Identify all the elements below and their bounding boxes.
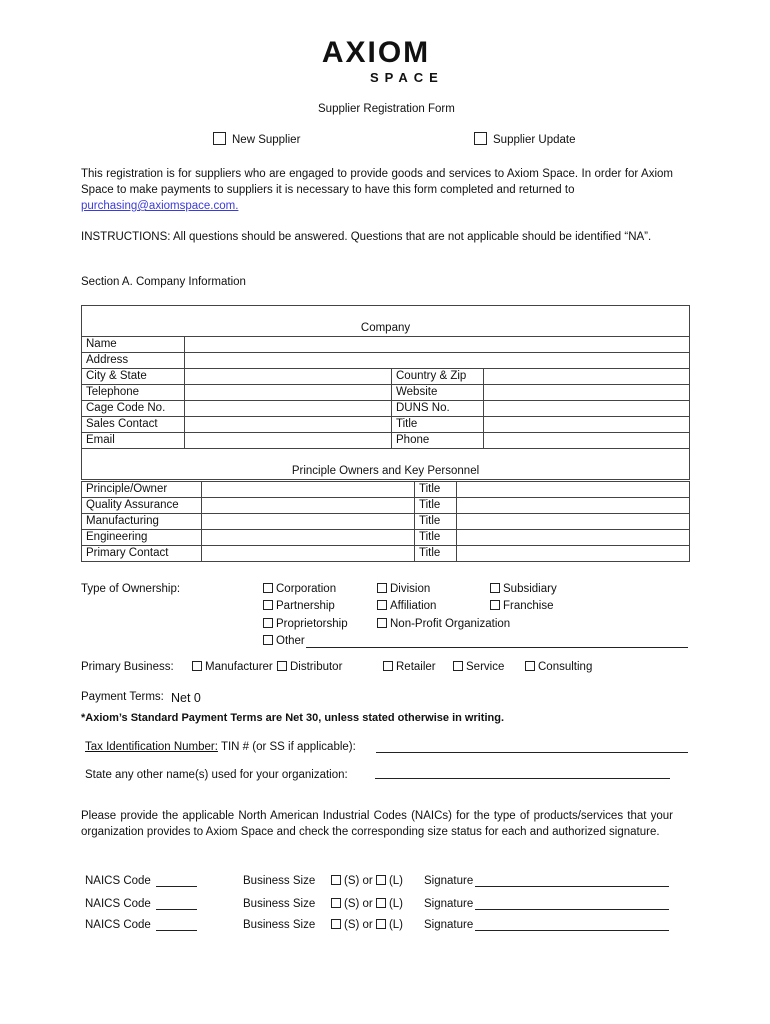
primary-business-label: Primary Business: [81, 661, 174, 673]
checkbox[interactable] [263, 618, 273, 628]
phone-label: Phone [392, 433, 484, 449]
personnel-role: Quality Assurance [82, 498, 202, 514]
personnel-title-label: Title [415, 514, 457, 530]
personnel-row [82, 482, 690, 498]
sales-contact-field[interactable] [185, 417, 392, 433]
corporation-option[interactable]: Corporation [263, 583, 336, 595]
logo-sub: SPACE [370, 70, 444, 85]
company-header: Company [82, 306, 690, 337]
personnel-row [82, 498, 690, 514]
payment-terms-value[interactable]: Net 0 [171, 691, 201, 705]
other-names-line[interactable] [375, 778, 670, 779]
checkbox[interactable] [453, 661, 463, 671]
checkbox[interactable] [331, 875, 341, 885]
country-zip-field[interactable] [484, 369, 690, 385]
ownership-label: Type of Ownership: [81, 583, 181, 595]
personnel-name-field[interactable] [202, 498, 415, 514]
checkbox[interactable] [192, 661, 202, 671]
size-options[interactable]: (S) or (L) [331, 919, 403, 931]
personnel-row [82, 546, 690, 562]
personnel-header: Principle Owners and Key Personnel [82, 449, 690, 480]
phone-field[interactable] [484, 433, 690, 449]
manufacturer-option[interactable]: Manufacturer [192, 661, 273, 673]
tax-id-label: Tax Identification Number: TIN # (or SS if applicable): [85, 741, 356, 753]
size-options[interactable]: (S) or (L) [331, 875, 403, 887]
personnel-title-field[interactable] [457, 546, 690, 562]
new-supplier-option[interactable] [213, 132, 300, 146]
personnel-role: Manufacturing [82, 514, 202, 530]
website-field[interactable] [484, 385, 690, 401]
proprietorship-option[interactable]: Proprietorship [263, 618, 348, 630]
supplier-update-label: Supplier Update [493, 134, 576, 146]
personnel-name-field[interactable] [202, 514, 415, 530]
business-size-label: Business Size [243, 919, 316, 931]
naics-code-label: NAICS Code [85, 898, 151, 910]
form-title: Supplier Registration Form [318, 103, 455, 115]
personnel-name-field[interactable] [202, 546, 415, 562]
checkbox[interactable] [263, 635, 273, 645]
website-label: Website [392, 385, 484, 401]
payment-terms-label: Payment Terms: [81, 691, 164, 703]
personnel-role: Engineering [82, 530, 202, 546]
signature-label: Signature [424, 875, 474, 887]
supplier-update-option[interactable] [474, 132, 575, 146]
checkbox[interactable] [377, 600, 387, 610]
affiliation-option[interactable]: Affiliation [377, 600, 436, 612]
personnel-row [82, 514, 690, 530]
checkbox[interactable] [490, 583, 500, 593]
personnel-role: Primary Contact [82, 546, 202, 562]
personnel-row [82, 530, 690, 546]
personnel-title-label: Title [415, 498, 457, 514]
name-label: Name [82, 337, 185, 353]
payment-terms-note: *Axiom’s Standard Payment Terms are Net 30, unless stated otherwise in writing. [81, 712, 505, 724]
consulting-option[interactable]: Consulting [525, 661, 592, 673]
checkbox[interactable] [331, 898, 341, 908]
subsidiary-option[interactable]: Subsidiary [490, 583, 557, 595]
cage-code-label: Cage Code No. [82, 401, 185, 417]
checkbox[interactable] [377, 618, 387, 628]
checkbox[interactable] [376, 898, 386, 908]
signature-label: Signature [424, 919, 474, 931]
distributor-option[interactable]: Distributor [277, 661, 342, 673]
sales-contact-label: Sales Contact [82, 417, 185, 433]
email-label: Email [82, 433, 185, 449]
size-options[interactable]: (S) or (L) [331, 898, 403, 910]
personnel-title-field[interactable] [457, 498, 690, 514]
tax-id-line[interactable] [376, 752, 688, 753]
email-field[interactable] [185, 433, 392, 449]
new-supplier-checkbox[interactable] [213, 132, 226, 145]
instructions: INSTRUCTIONS: All questions should be answered. Questions that are not applicable should be identified “NA”. [81, 231, 652, 243]
other-option[interactable]: Other [263, 635, 305, 647]
telephone-field[interactable] [185, 385, 392, 401]
personnel-table [81, 481, 690, 562]
other-names-label: State any other name(s) used for your organization: [85, 769, 348, 781]
naics-code-label: NAICS Code [85, 875, 151, 887]
division-option[interactable]: Division [377, 583, 430, 595]
checkbox[interactable] [383, 661, 393, 671]
title-label: Title [392, 417, 484, 433]
city-state-field[interactable] [185, 369, 392, 385]
address-field[interactable] [185, 353, 690, 369]
signature-line[interactable] [475, 886, 669, 887]
new-supplier-label: New Supplier [232, 134, 301, 146]
nonprofit-option[interactable]: Non-Profit Organization [377, 618, 510, 630]
service-option[interactable]: Service [453, 661, 504, 673]
checkbox[interactable] [376, 919, 386, 929]
checkbox[interactable] [277, 661, 287, 671]
personnel-title-field[interactable] [457, 530, 690, 546]
personnel-name-field[interactable] [202, 482, 415, 498]
franchise-option[interactable]: Franchise [490, 600, 554, 612]
city-state-label: City & State [82, 369, 185, 385]
personnel-title-label: Title [415, 546, 457, 562]
name-field[interactable] [185, 337, 690, 353]
naics-instructions: Please provide the applicable North American Industrial Codes (NAICs) for the type of products/services that your organization provides to Axiom Space and check the corresponding size status for each and authorized signature. [81, 810, 673, 838]
intro-text: This registration is for suppliers who are engaged to provide goods and services to Axiom Space. In order for Axiom Space to make payments to suppliers it is necessary to have this form completed and returned to [81, 168, 673, 196]
checkbox[interactable] [377, 583, 387, 593]
cage-code-field[interactable] [185, 401, 392, 417]
duns-label: DUNS No. [392, 401, 484, 417]
checkbox[interactable] [490, 600, 500, 610]
axiom-space-logo [298, 36, 454, 88]
other-line[interactable] [306, 647, 688, 648]
signature-label: Signature [424, 898, 474, 910]
checkbox[interactable] [376, 875, 386, 885]
retailer-option[interactable]: Retailer [383, 661, 436, 673]
section-a-heading: Section A. Company Information [81, 276, 246, 288]
business-size-label: Business Size [243, 898, 316, 910]
naics-code-line[interactable] [156, 909, 197, 910]
title-field[interactable] [484, 417, 690, 433]
duns-field[interactable] [484, 401, 690, 417]
checkbox[interactable] [331, 919, 341, 929]
logo-word: AXIOM [321, 36, 431, 69]
personnel-title-label: Title [415, 530, 457, 546]
partnership-option[interactable]: Partnership [263, 600, 335, 612]
naics-code-line[interactable] [156, 886, 197, 887]
personnel-role: Principle/Owner [82, 482, 202, 498]
personnel-title-field[interactable] [457, 514, 690, 530]
signature-line[interactable] [475, 930, 669, 931]
country-zip-label: Country & Zip [392, 369, 484, 385]
personnel-title-label: Title [415, 482, 457, 498]
company-info-table [81, 305, 690, 480]
naics-code-label: NAICS Code [85, 919, 151, 931]
intro-paragraph [81, 166, 673, 214]
checkbox[interactable] [263, 600, 273, 610]
personnel-name-field[interactable] [202, 530, 415, 546]
personnel-title-field[interactable] [457, 482, 690, 498]
checkbox[interactable] [525, 661, 535, 671]
signature-line[interactable] [475, 909, 669, 910]
supplier-update-checkbox[interactable] [474, 132, 487, 145]
checkbox[interactable] [263, 583, 273, 593]
telephone-label: Telephone [82, 385, 185, 401]
address-label: Address [82, 353, 185, 369]
purchasing-email-link[interactable]: purchasing@axiomspace.com. [81, 200, 239, 212]
naics-code-line[interactable] [156, 930, 197, 931]
business-size-label: Business Size [243, 875, 316, 887]
